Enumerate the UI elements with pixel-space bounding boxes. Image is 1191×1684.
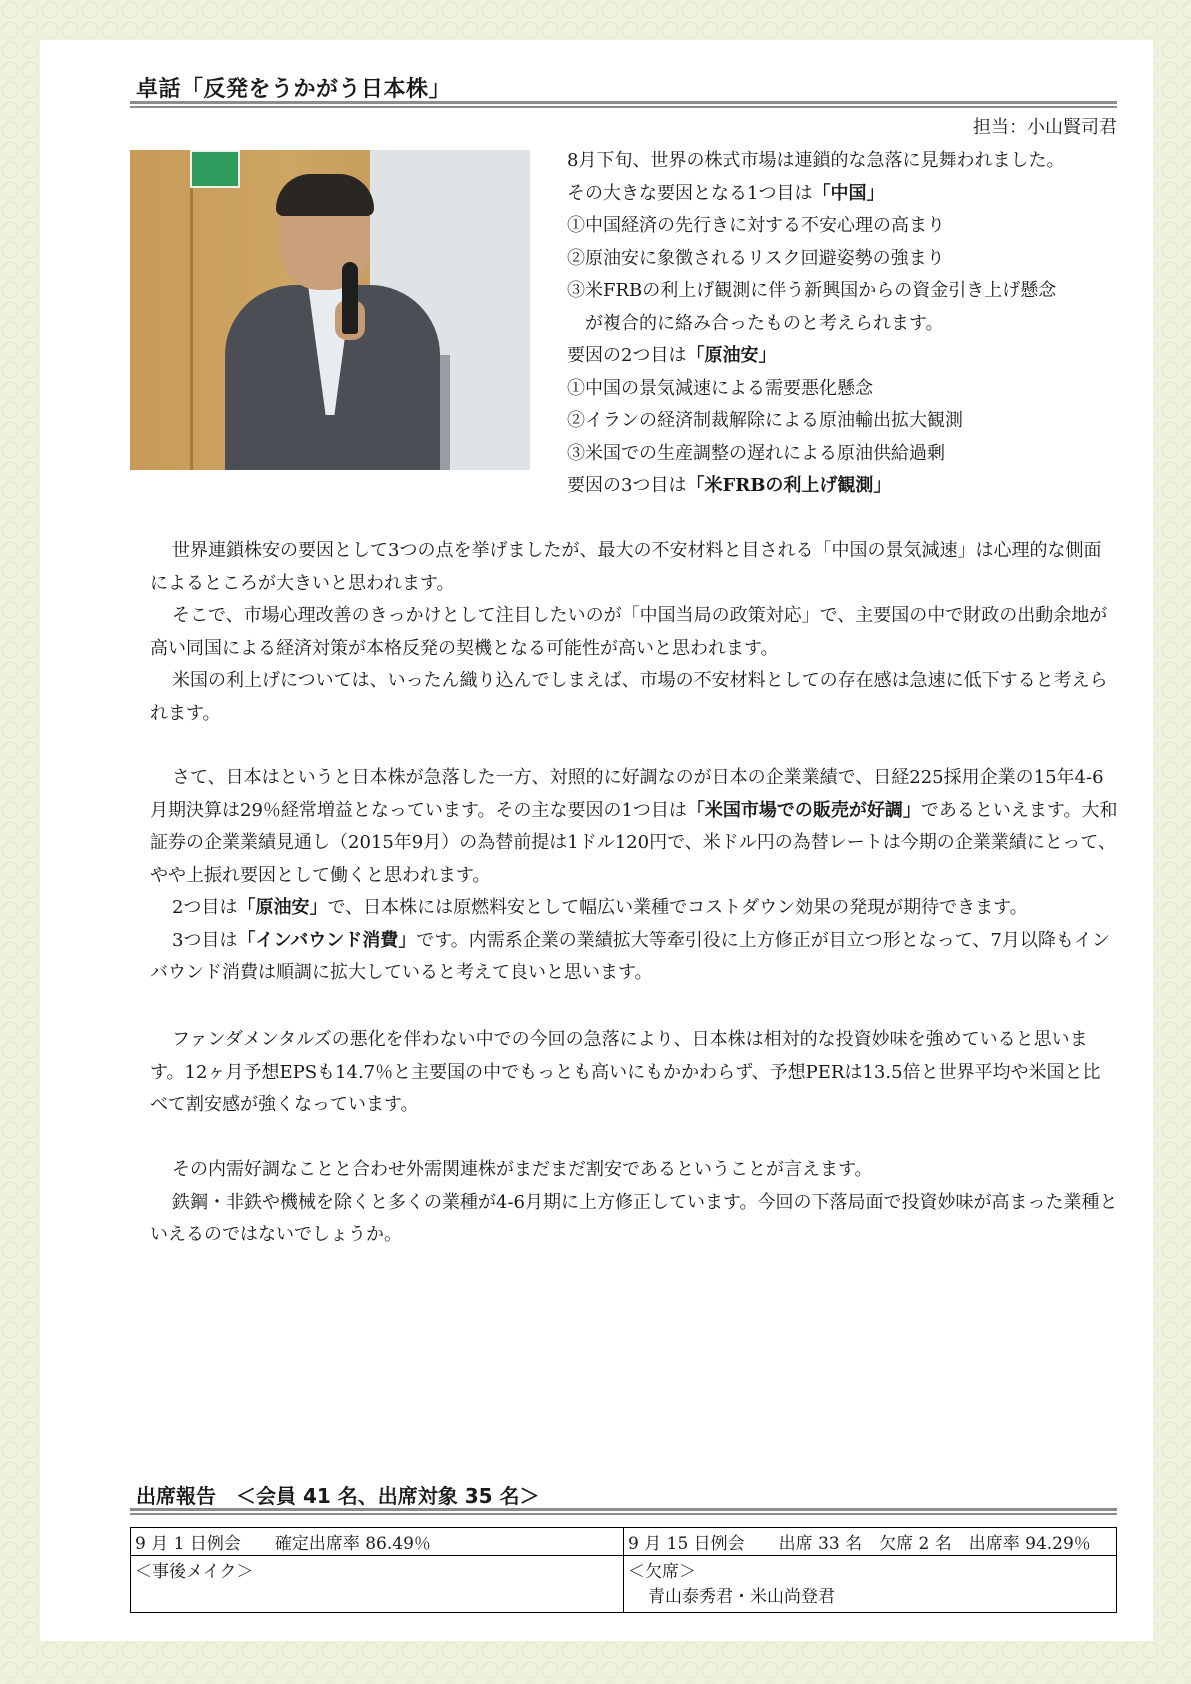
attendance-title: 出席報告 ＜会員 41 名、出席対象 35 名＞: [136, 1484, 540, 1508]
paragraph: [150, 535, 1118, 600]
emphasis-text: 「中国」: [812, 182, 885, 204]
makeup-label: ＜事後メイク＞: [135, 1562, 254, 1582]
text-run: 8月下旬、世界の株式市場は連鎖的な急落に見舞われました。: [567, 150, 1065, 171]
text-run: その大きな要因となる1つ目は: [567, 182, 813, 204]
body-paragraphs-3: [150, 1024, 1118, 1122]
cause-line: [567, 308, 1127, 341]
body-paragraphs-2: [150, 762, 1118, 990]
paragraph: [150, 1024, 1118, 1122]
absentee-names: 青山泰秀君・米山尚登君: [648, 1587, 835, 1607]
paragraph: [150, 925, 1118, 990]
microphone-icon: [342, 262, 358, 334]
meeting-sep15-header: 9 月 15 日例会 出席 33 名 欠席 2 名 出席率 94.29％: [624, 1528, 1117, 1556]
attendance-rule: [130, 1508, 1117, 1515]
text-run: 2つ目は: [172, 897, 238, 918]
text-run: 要因の2つ目は: [567, 345, 687, 366]
text-run: 米国の利上げについては、いったん織り込んでしまえば、市場の不安材料としての存在感は急速に低下すると考えられます。: [150, 670, 1108, 724]
paragraph: [150, 762, 1118, 892]
text-run: ①中国の景気減速による需要悪化懸念: [567, 377, 873, 399]
emphasis-text: 「原油安」: [686, 345, 777, 366]
text-run: で、日本株には原燃料安として幅広い業種でコストダウン効果の発現が期待できます。: [327, 897, 1028, 918]
text-run: ③米国での生産調整の遅れによる原油供給過剰: [567, 442, 945, 464]
cause-line: [567, 438, 1127, 471]
paragraph: [150, 1187, 1118, 1252]
emphasis-text: 「原油安」: [237, 897, 328, 918]
body-paragraphs-4: [150, 1154, 1118, 1252]
emphasis-text: 「米国市場での販売が好調」: [686, 799, 921, 821]
cause-line: [567, 210, 1127, 243]
emphasis-text: 「インバウンド消費」: [237, 929, 417, 951]
cause-line: [567, 178, 1127, 211]
paragraph: [150, 1154, 1118, 1187]
text-run: ②原油安に象徴されるリスク回避姿勢の強まり: [567, 247, 945, 269]
text-run: 3つ目は: [172, 929, 238, 951]
cause-line: [567, 373, 1127, 406]
cause-line: [567, 275, 1127, 308]
text-run: です。内需系企業の業績拡大等牽引役に上方修正が目立つ形となって、7月以降もインバウンド消費は順調に拡大していると考えて良いと思います。: [150, 929, 1110, 983]
text-run: ③米FRBの利上げ観測に伴う新興国からの資金引き上げ懸念: [567, 280, 1057, 301]
text-run: 要因の3つ目は: [567, 475, 687, 496]
cause-line: [567, 145, 1127, 178]
text-run: ①中国経済の先行きに対する不安心理の高まり: [567, 215, 945, 236]
makeup-cell: [131, 1556, 624, 1613]
text-run: が複合的に絡み合ったものと考えられます。: [567, 312, 944, 334]
paragraph: [150, 600, 1118, 665]
attendance-table: [130, 1527, 1117, 1613]
cause-line: [567, 405, 1127, 438]
speech-title: 卓話「反発をうかがう日本株」: [136, 77, 452, 102]
cause-line: [567, 340, 1127, 373]
emphasis-text: 「米FRBの利上げ観測」: [686, 475, 892, 496]
exit-sign-icon: [190, 150, 240, 188]
text-run: さて、日本はというと日本株が急落した一方、対照的に好調なのが日本の企業業績で、日経225採用企業の15年4-6月期決算は29％経常増益となっています。その主な要因の1つ目は: [150, 767, 1104, 821]
text-run: 鉄鋼・非鉄や機械を除くと多くの業種が4-6月期に上方修正しています。今回の下落局面で投資妙味が高まった業種といえるのではないでしょうか。: [150, 1191, 1118, 1245]
text-run: 世界連鎖株安の要因として3つの点を挙げましたが、最大の不安材料と目される「中国の景気減速」は心理的な側面によるところが大きいと思われます。: [150, 540, 1102, 594]
absence-cell: [624, 1556, 1117, 1613]
text-run: そこで、市場心理改善のきっかけとして注目したいのが「中国当局の政策対応」で、主要国の中で財政の出動余地が高い同国による経済対策が本格反発の契機となる可能性が高いと思われます。: [150, 605, 1108, 659]
paragraph: [150, 892, 1118, 925]
cause-list: [567, 145, 1127, 503]
text-run: ファンダメンタルズの悪化を伴わない中での今回の急落により、日本株は相対的な投資妙味を強めていると思います。12ヶ月予想EPSも14.7％と主要国の中でもっとも高いにもかかわらず、予想PERは13.5倍と世界平均や米国と比べて割安感が強くなっています。: [150, 1029, 1101, 1115]
text-run: であるといえます。大和証券の企業業績見通し（2015年9月）の為替前提は1ドル120円で、米ドル円の為替レートは今期の企業業績にとって、やや上振れ要因として働くと思われます。: [150, 799, 1118, 886]
text-run: ②イランの経済制裁解除による原油輸出拡大観測: [567, 410, 963, 431]
body-paragraphs-1: [150, 535, 1118, 730]
paragraph: [150, 665, 1118, 730]
cause-line: [567, 243, 1127, 276]
text-run: その内需好調なことと合わせ外需関連株がまだまだ割安であるということが言えます。: [172, 1159, 873, 1180]
speaker-credit: 担当：小山賢司君: [973, 117, 1117, 138]
cause-line: [567, 470, 1127, 503]
absence-label: ＜欠席＞: [628, 1562, 696, 1582]
title-rule: [130, 101, 1117, 108]
meeting-sep1-header: 9 月 1 日例会 確定出席率 86.49％: [131, 1528, 624, 1556]
speaker-photo: [130, 150, 530, 470]
